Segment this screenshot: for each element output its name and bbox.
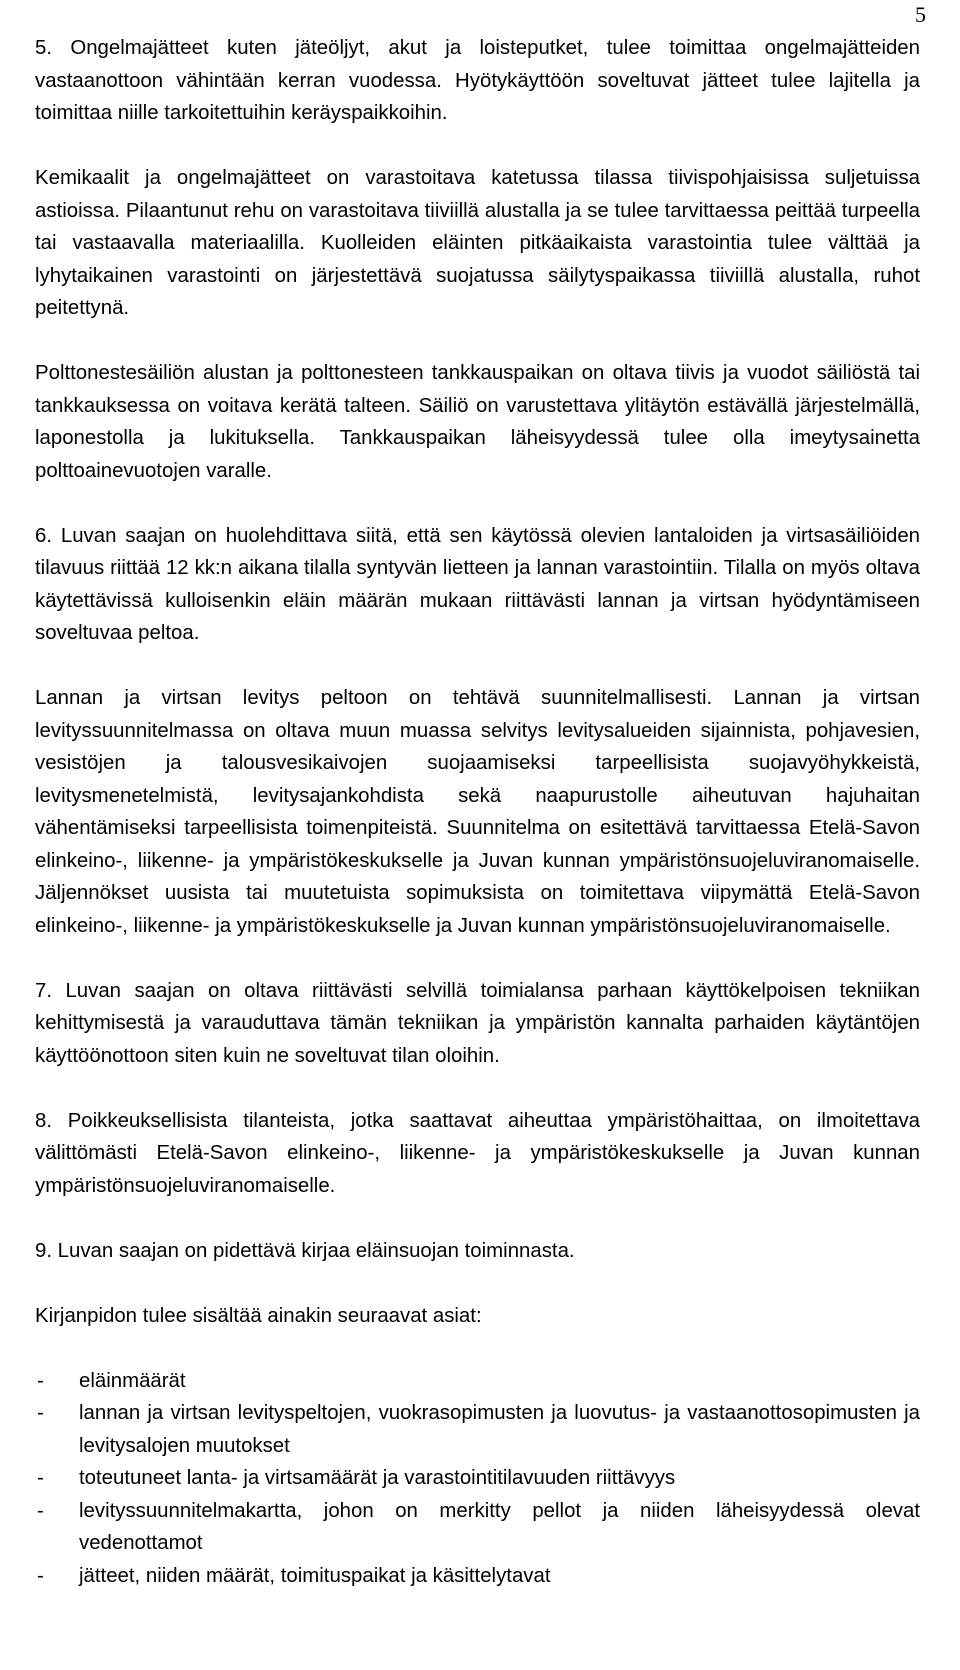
document-body xyxy=(35,32,920,1592)
paragraph-fuel-tank: Polttonestesäiliön alustan ja polttonesteen tankkauspaikan on oltava tiivis ja vuodot säiliöstä tai tankkauksessa on voitava kerätä talteen. Säiliö on varustettava ylitäytön estävällä järjestelmällä, laponestolla ja lukituksella. Tankkauspaikan läheisyydessä tulee olla imeytysainetta polttoainevuotojen varalle. xyxy=(35,362,920,482)
list-item-text: eläinmäärät xyxy=(79,1369,186,1392)
list-item xyxy=(35,1365,920,1398)
list-item-text: toteutuneet lanta- ja virtsamäärät ja varastointitilavuuden riittävyys xyxy=(79,1467,676,1489)
list-item xyxy=(35,1462,920,1495)
list-item xyxy=(35,1397,920,1462)
list-dash: - xyxy=(37,1499,44,1522)
paragraph-9-records: 9. Luvan saajan on pidettävä kirjaa eläinsuojan toiminnasta. xyxy=(35,1239,575,1262)
paragraph-5-hazardous-waste: 5. Ongelmajätteet kuten jäteöljyt, akut ja loisteputket, tulee toimittaa ongelmajätteiden vastaanottoon vähintään kerran vuodessa. Hyötykäyttöön soveltuvat jätteet tulee lajitella ja toimittaa niille tarkoitettuihin keräyspaikkoihin. xyxy=(35,37,920,124)
list-item-text: levityssuunnitelmakartta, johon on merkitty pellot ja niiden läheisyydessä olevat vedenottamot xyxy=(79,1499,920,1554)
list-dash: - xyxy=(37,1402,44,1424)
paragraph-7-best-technique: 7. Luvan saajan on oltava riittävästi selvillä toimialansa parhaan käyttökelpoisen tekniikan kehittymisestä ja varauduttava tämän tekniikan ja ympäristön kannalta parhaiden käytäntöjen käyttöönottoon siten kuin ne soveltuvat tilan oloihin. xyxy=(35,979,920,1067)
list-dash: - xyxy=(37,1564,44,1587)
list-dash: - xyxy=(37,1467,44,1489)
list-dash: - xyxy=(37,1369,44,1392)
list-item xyxy=(35,1495,920,1560)
paragraph-manure-spreading-plan: Lannan ja virtsan levitys peltoon on tehtävä suunnitelmallisesti. Lannan ja virtsan levityssuunnitelmassa on oltava muun muassa selvitys levitysalueiden sijainnista, pohjavesien, vesistöjen ja talousvesikaivojen suojaamiseksi tarpeellisista suojavyöhykkeistä, levitysmenetelmistä, levitysajankohdista sekä naapurustolle aiheutuvan hajuhaitan vähentämiseksi tarpeellisista toimenpiteistä. Suunnitelma on esitettävä tarvittaessa Etelä-Savon elinkeino-, liikenne- ja ympäristökeskukselle ja Juvan kunnan ympäristönsuojeluviranomaiselle. Jäljennökset uusista tai muutetuista sopimuksista on toimitettava viipymättä Etelä-Savon elinkeino-, liikenne- ja ympäristökeskukselle ja Juvan kunnan ympäristönsuojeluviranomaiselle. xyxy=(35,687,920,937)
paragraph-chemicals-storage: Kemikaalit ja ongelmajätteet on varastoitava katetussa tilassa tiivispohjaisissa suljetuissa astioissa. Pilaantunut rehu on varastoitava tiiviillä alustalla ja se tulee tarvittaessa peittää turpeella tai vastaavalla materiaalilla. Kuolleiden eläinten pitkäaikaista varastointia tulee välttää ja lyhytaikainen varastointi on järjestettävä suojatussa säilytyspaikassa tiiviillä alustalla, ruhot peitettynä. xyxy=(35,167,920,319)
paragraph-8-exceptional-situations: 8. Poikkeuksellisista tilanteista, jotka saattavat aiheuttaa ympäristöhaittaa, on ilmoitettava välittömästi Etelä-Savon elinkeino-, liikenne- ja ympäristökeskukselle ja Juvan kunnan ympäristönsuojeluviranomaiselle. xyxy=(35,1109,920,1197)
list-item-text: jätteet, niiden määrät, toimituspaikat ja käsittelytavat xyxy=(79,1564,551,1587)
list-item xyxy=(35,1560,920,1593)
list-item-text: lannan ja virtsan levityspeltojen, vuokrasopimusten ja luovutus- ja vastaanottosopimusten ja levitysalojen muutokset xyxy=(79,1402,920,1457)
page-number: 5 xyxy=(915,2,926,27)
paragraph-6-manure-storage: 6. Luvan saajan on huolehdittava siitä, että sen käytössä olevien lantaloiden ja virtsasäiliöiden tilavuus riittää 12 kk:n aikana tilalla syntyvän lietteen ja lannan varastointiin. Tilalla on myös oltava käytettävissä kulloisenkin eläin määrän mukaan riittävästi lannan ja virtsan hyödyntämiseen soveltuvaa peltoa. xyxy=(35,524,920,644)
paragraph-records-contents-intro: Kirjanpidon tulee sisältää ainakin seuraavat asiat: xyxy=(35,1304,482,1327)
records-list xyxy=(35,1365,920,1593)
